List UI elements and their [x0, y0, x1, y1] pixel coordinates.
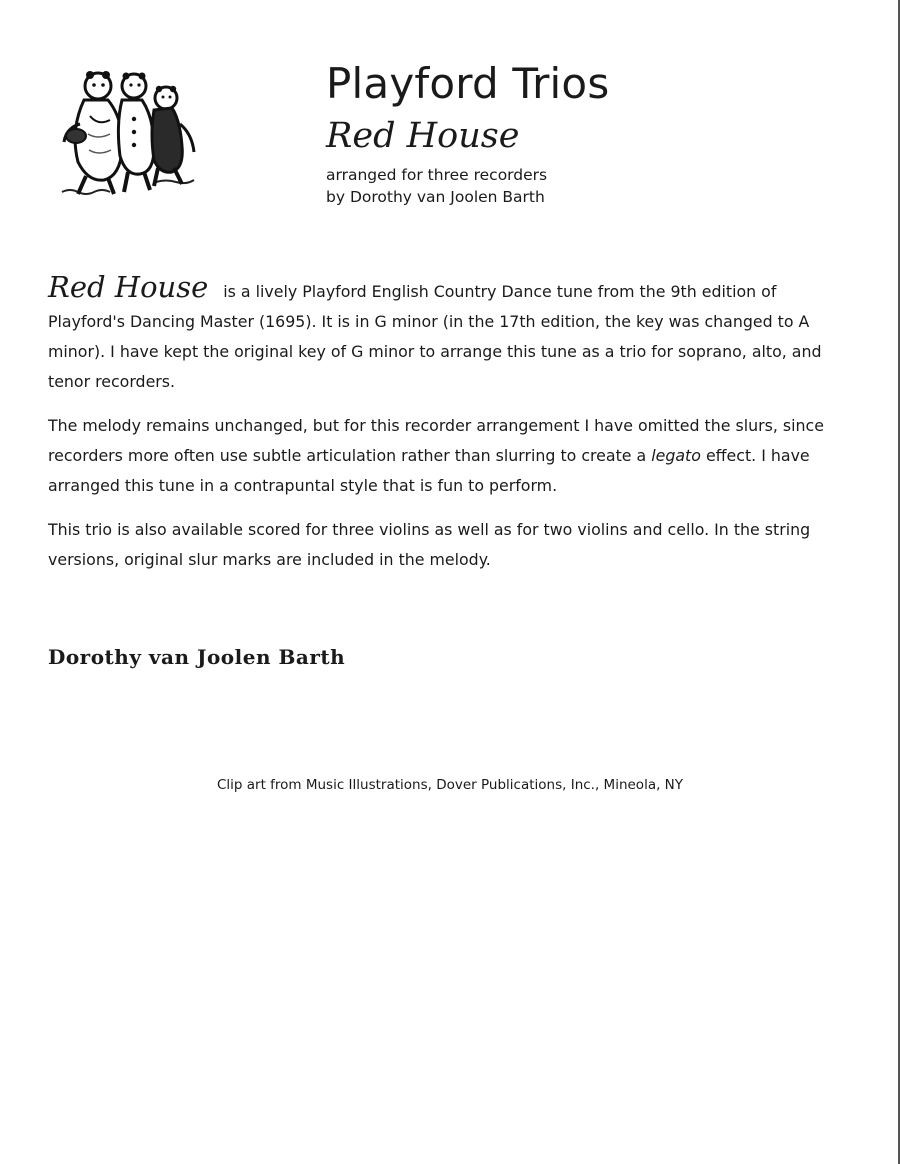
- description-paragraph-2: [48, 411, 848, 501]
- description-paragraph-3: [48, 515, 848, 575]
- inline-piece-title: Red House: [48, 270, 209, 304]
- author-line: by Dorothy van Joolen Barth: [326, 188, 545, 206]
- arrangement-line: arranged for three recorders: [326, 166, 548, 184]
- piece-title: Red House: [326, 116, 520, 156]
- legato-term: legato: [651, 446, 701, 465]
- paragraph-1-text-rest: Playford's Dancing Master (1695). It is in G minor (in the 17th edition, the key was changed to A minor). I have kept the original key of G minor to arrange this tune as a trio for soprano, alto, and tenor recorders.: [48, 312, 822, 391]
- page-title: Playford Trios: [326, 59, 610, 108]
- description-paragraph-1: [48, 272, 848, 397]
- paragraph-2-text-end: effect. I have arranged this tune in a contrapuntal style that is fun to perform.: [48, 446, 810, 495]
- signature: Dorothy van Joolen Barth: [48, 645, 346, 669]
- dancing-bears-icon: [56, 64, 201, 209]
- header: [326, 56, 609, 208]
- paragraph-2-text-start: The melody remains unchanged, but for this recorder arrangement I have omitted the slurs, since recorders more often use subtle articulation rather than slurring to create a: [48, 416, 824, 465]
- paragraph-3-text: This trio is also available scored for three violins as well as for two violins and cello. In the string versions, original slur marks are included in the melody.: [48, 520, 811, 569]
- description-body: [48, 272, 848, 589]
- clipart-credit: Clip art from Music Illustrations, Dover Publications, Inc., Mineola, NY: [216, 777, 684, 793]
- paragraph-1-text-start: is a lively Playford English Country Dance tune from the 9th edition of: [223, 282, 777, 301]
